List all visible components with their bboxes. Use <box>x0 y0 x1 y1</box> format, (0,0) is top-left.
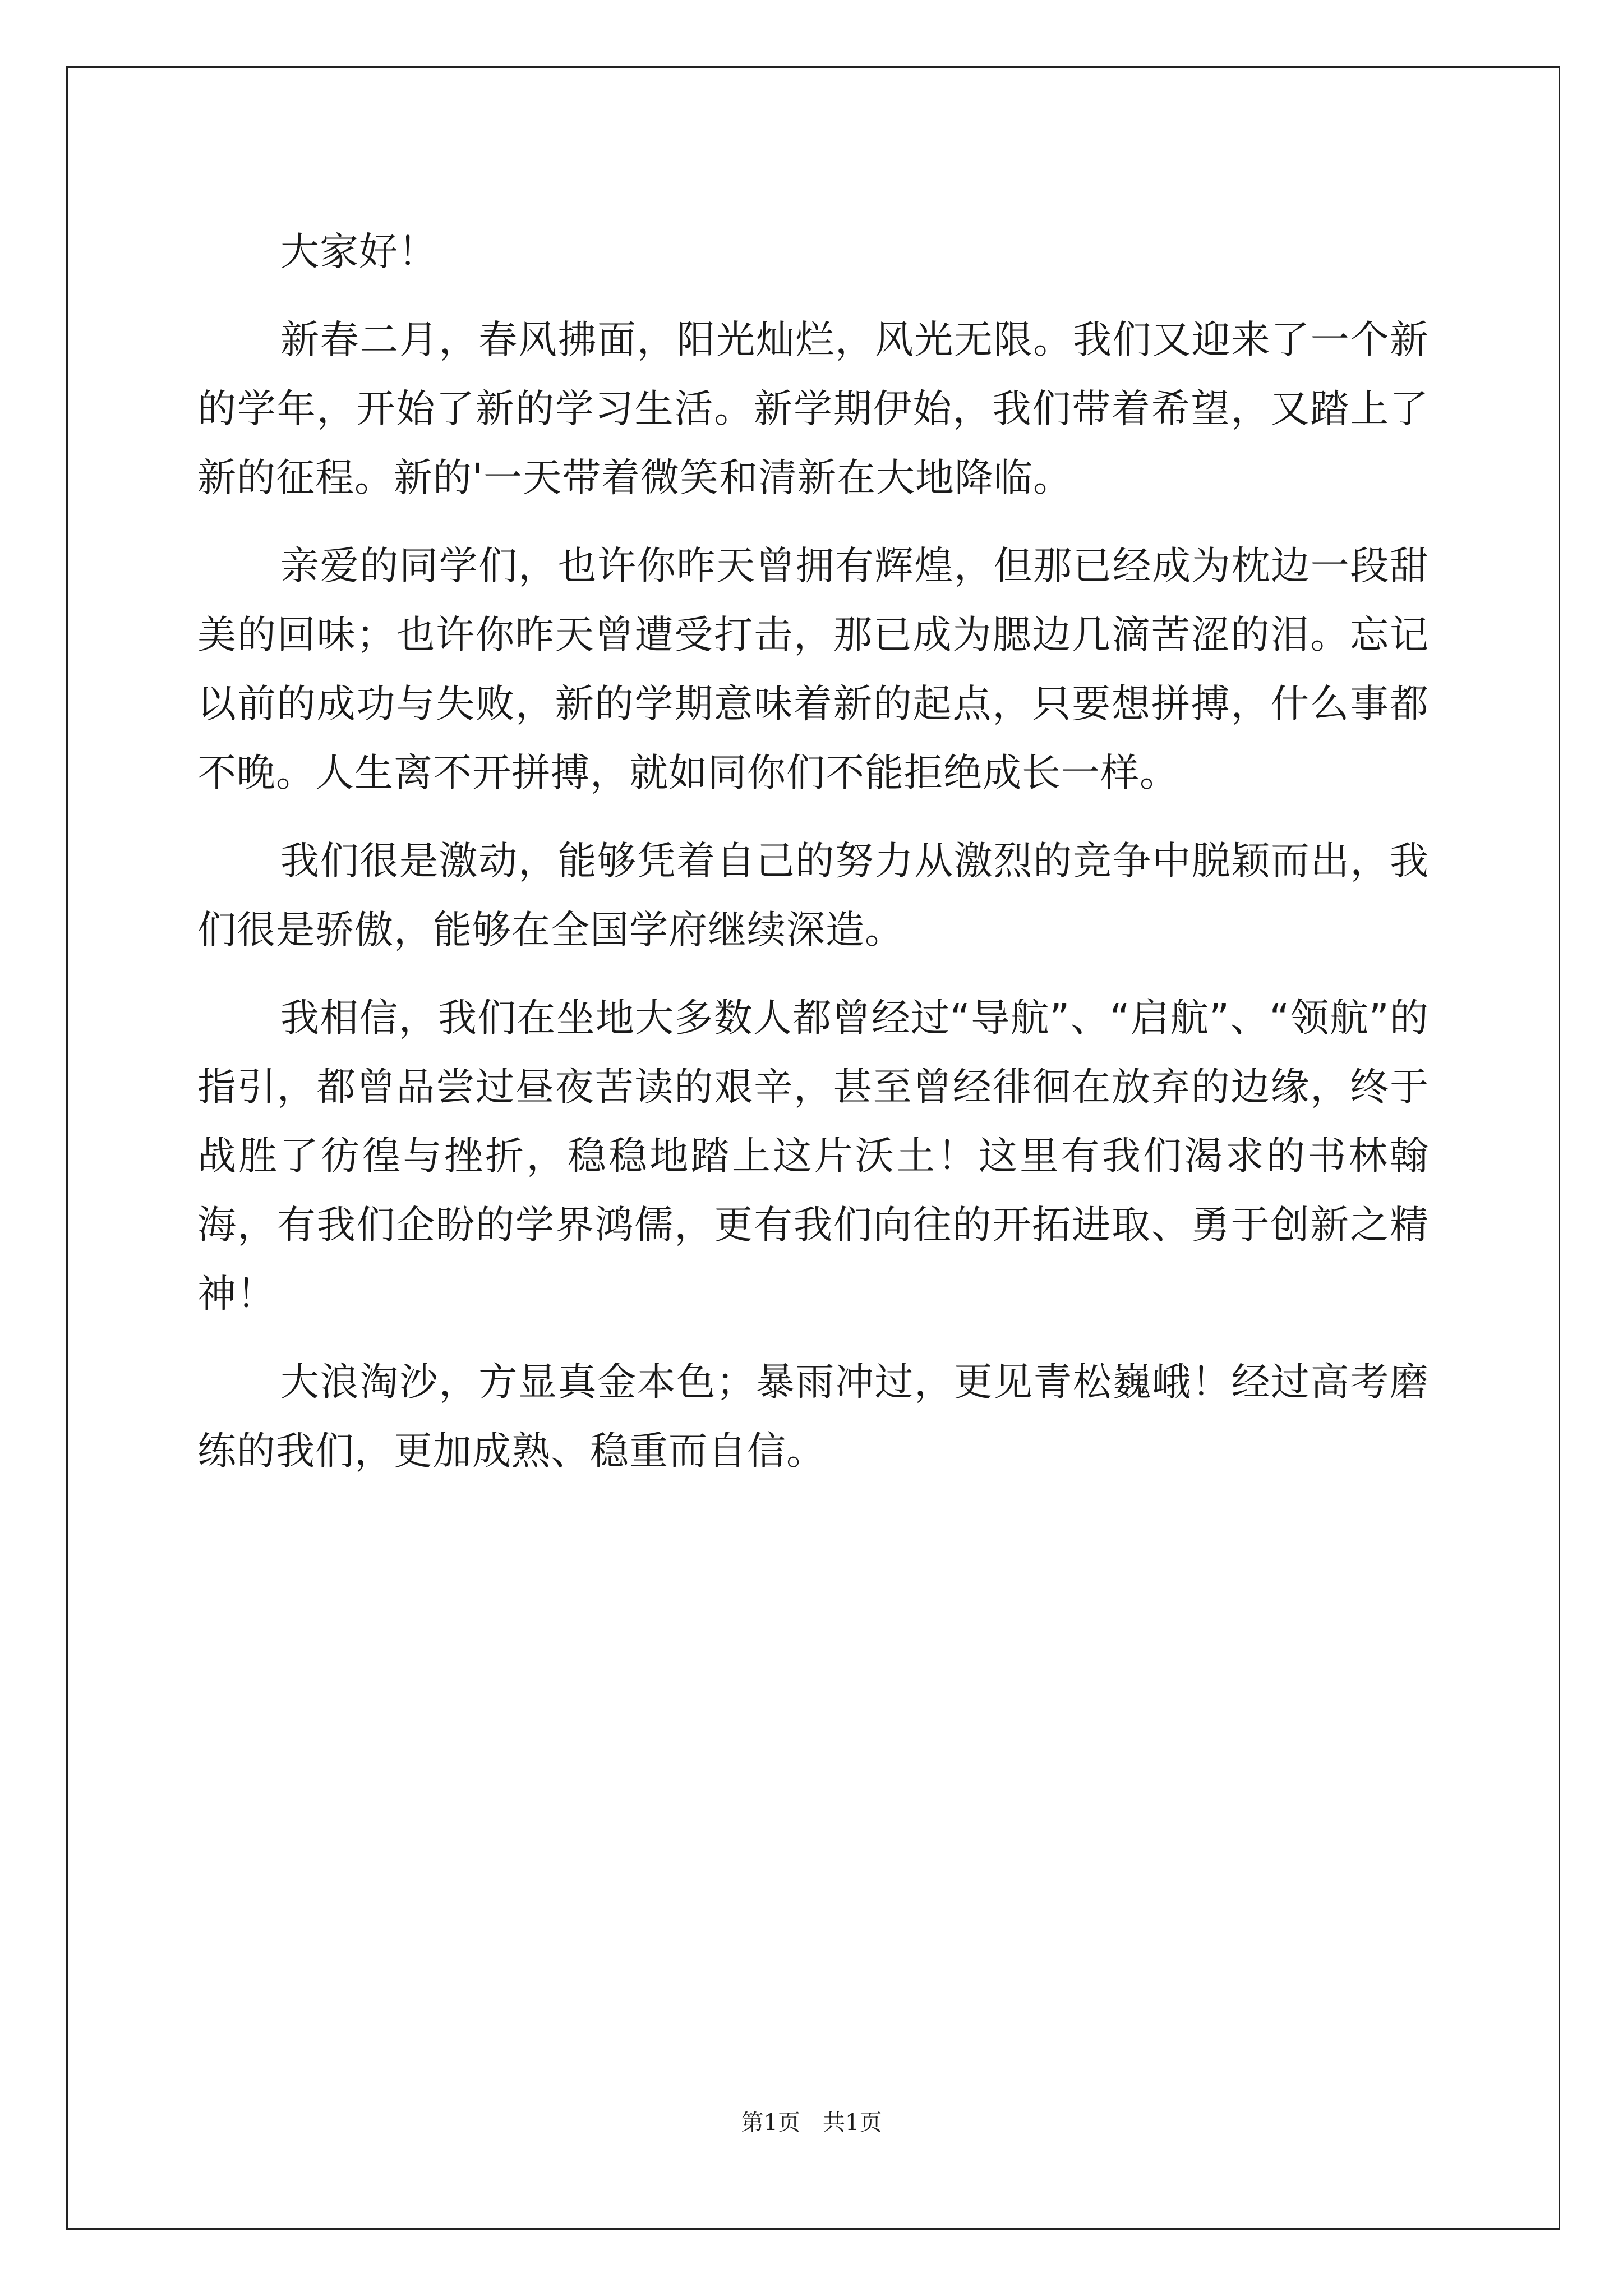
paragraph-excitement: 我们很是激动，能够凭着自己的努力从激烈的竞争中脱颖而出，我们很是骄傲，能够在全国学府继续深造。 <box>197 839 1429 953</box>
paragraph-classmates: 亲爱的同学们，也许你昨天曾拥有辉煌，但那已经成为枕边一段甜美的回味；也许你昨天曾遭受打击，那已成为腮边几滴苦涩的泪。忘记以前的成功与失败，新的学期意味着新的起点，只要想拼搏，什么事都不晚。人生离不开拼搏，就如同你们不能拒绝成长一样。 <box>197 544 1429 795</box>
paragraph-new-semester: 新春二月，春风拂面，阳光灿烂，风光无限。我们又迎来了一个新的学年，开始了新的学习生活。新学期伊始，我们带着希望，又踏上了新的征程。新的'一天带着微笑和清新在大地降临。 <box>197 318 1429 500</box>
paragraph-tempering: 大浪淘沙，方显真金本色；暴雨冲过，更见青松巍峨！经过高考磨练的我们，更加成熟、稳重而自信。 <box>197 1360 1429 1474</box>
paragraph-greeting: 大家好！ <box>280 229 437 274</box>
page-number-footer: 第1页 共1页 <box>741 2110 882 2136</box>
paragraph-belief: 我相信，我们在坐地大多数人都曾经过“导航”、“启航”、“领航”的指引，都曾品尝过昼夜苦读的艰辛，甚至曾经徘徊在放弃的边缘，终于战胜了彷徨与挫折，稳稳地踏上这片沃土！这里有我们渴求的书林翰海，有我们企盼的学界鸿儒，更有我们向往的开拓进取、勇于创新之精神！ <box>197 996 1429 1317</box>
document-body <box>197 218 1429 1505</box>
